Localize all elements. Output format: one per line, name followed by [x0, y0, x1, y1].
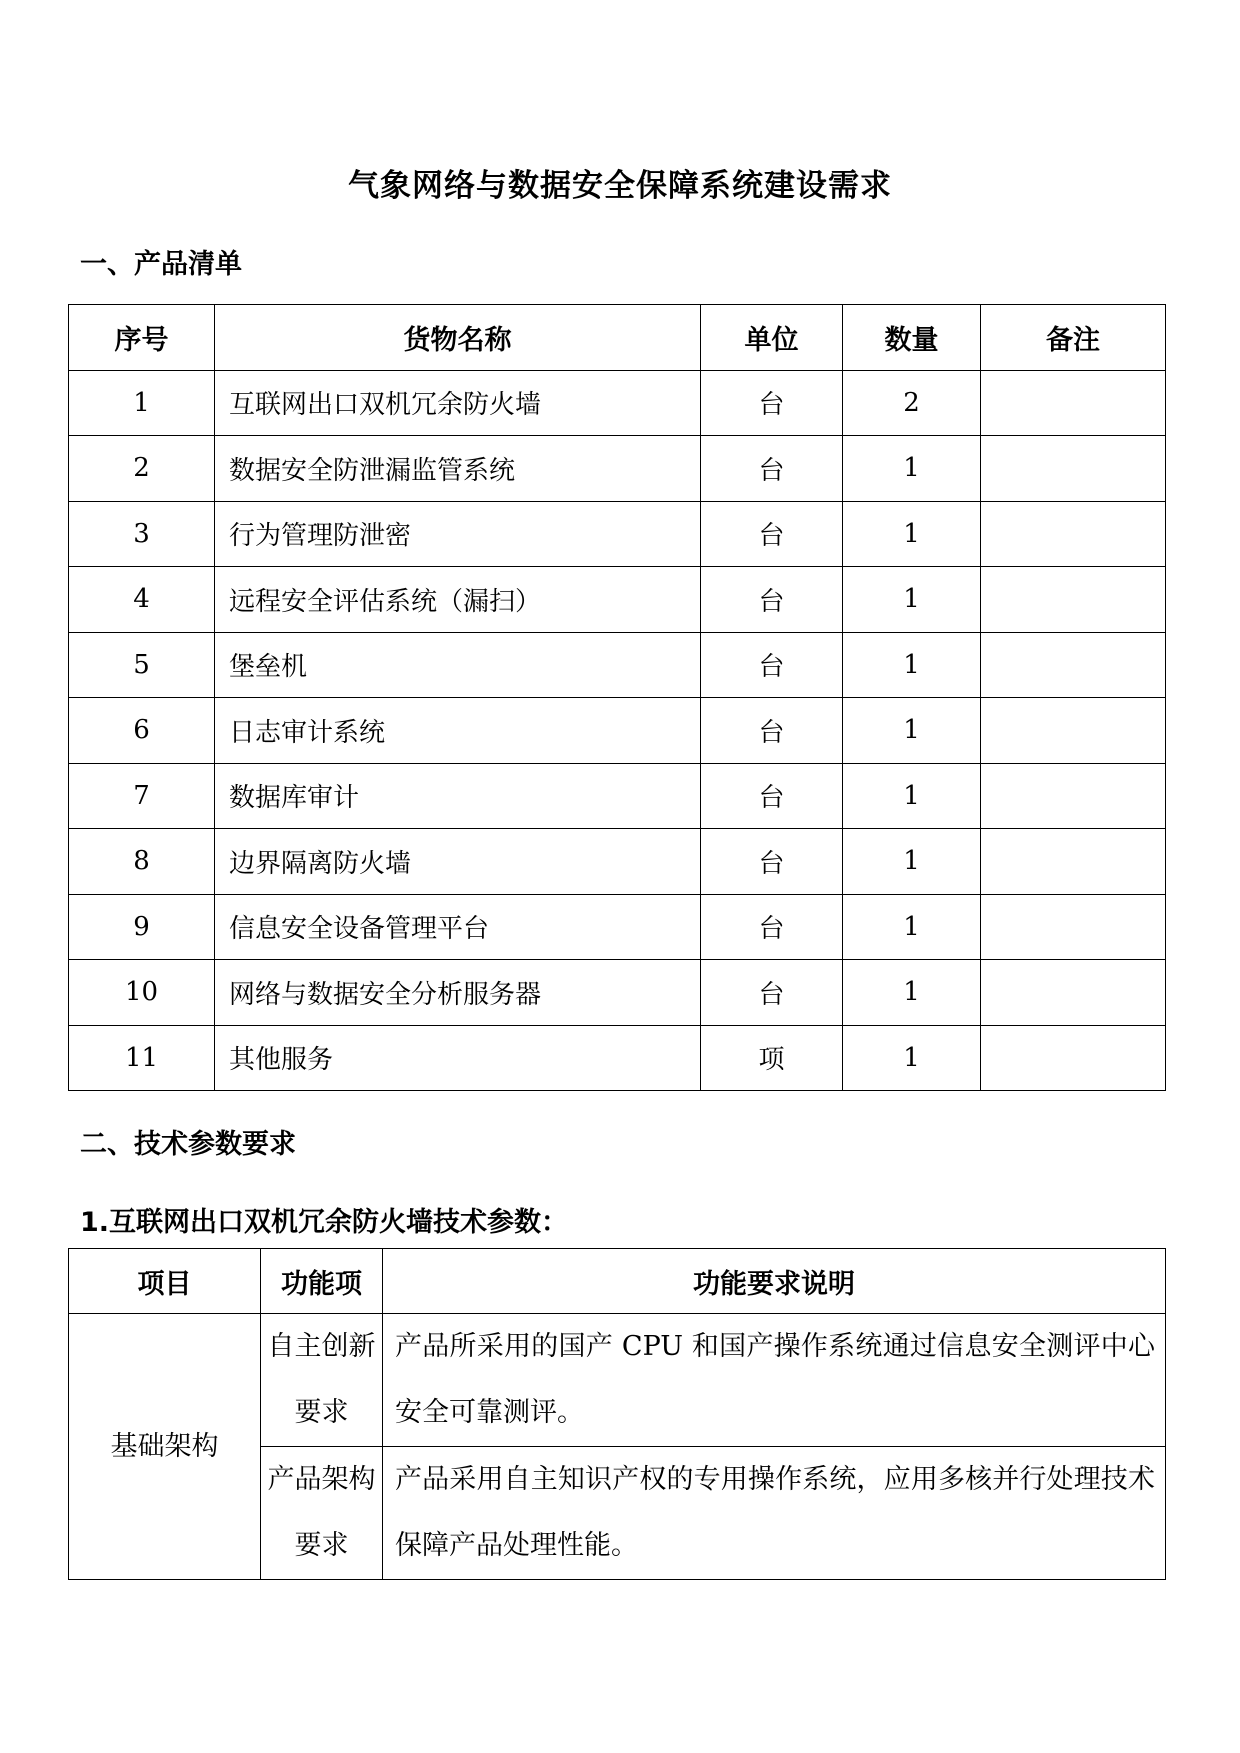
note-cell	[981, 763, 1166, 829]
serial-cell: 8	[69, 829, 215, 895]
serial-cell: 4	[69, 567, 215, 633]
description-cell: 产品采用自主知识产权的专用操作系统，应用多核并行处理技术保障产品处理性能。	[383, 1447, 1166, 1580]
unit-cell: 台	[701, 370, 843, 436]
table-row	[69, 632, 1166, 698]
column-header: 项目	[69, 1249, 261, 1314]
quantity-cell: 1	[843, 960, 981, 1026]
tech-param-table	[68, 1248, 1166, 1580]
table-row	[69, 1314, 1166, 1447]
serial-cell: 10	[69, 960, 215, 1026]
function-cell: 产品架构要求	[261, 1447, 383, 1580]
item-cell: 基础架构	[69, 1314, 261, 1580]
table-header-row	[69, 1249, 1166, 1314]
quantity-cell: 2	[843, 370, 981, 436]
item-name-cell: 日志审计系统	[215, 698, 701, 764]
note-cell	[981, 501, 1166, 567]
item-name-cell: 网络与数据安全分析服务器	[215, 960, 701, 1026]
section-heading-product-list: 一、产品清单	[80, 249, 242, 280]
table-row	[69, 501, 1166, 567]
serial-cell: 1	[69, 370, 215, 436]
quantity-cell: 1	[843, 894, 981, 960]
serial-cell: 5	[69, 632, 215, 698]
table-row	[69, 829, 1166, 895]
item-name-cell: 行为管理防泄密	[215, 501, 701, 567]
unit-cell: 台	[701, 894, 843, 960]
subsection-heading: 1.互联网出口双机冗余防火墙技术参数：	[80, 1207, 569, 1238]
column-header: 备注	[981, 305, 1166, 371]
unit-cell: 台	[701, 567, 843, 633]
unit-cell: 台	[701, 501, 843, 567]
quantity-cell: 1	[843, 632, 981, 698]
unit-cell: 台	[701, 632, 843, 698]
serial-cell: 6	[69, 698, 215, 764]
table-row	[69, 894, 1166, 960]
note-cell	[981, 1025, 1166, 1091]
table-row	[69, 370, 1166, 436]
item-name-cell: 远程安全评估系统（漏扫）	[215, 567, 701, 633]
table-row	[69, 567, 1166, 633]
table-row	[69, 960, 1166, 1026]
note-cell	[981, 829, 1166, 895]
item-name-cell: 边界隔离防火墙	[215, 829, 701, 895]
item-name-cell: 互联网出口双机冗余防火墙	[215, 370, 701, 436]
table-row	[69, 436, 1166, 502]
note-cell	[981, 960, 1166, 1026]
item-name-cell: 数据库审计	[215, 763, 701, 829]
serial-cell: 9	[69, 894, 215, 960]
item-name-cell: 其他服务	[215, 1025, 701, 1091]
quantity-cell: 1	[843, 436, 981, 502]
column-header: 序号	[69, 305, 215, 371]
note-cell	[981, 436, 1166, 502]
unit-cell: 台	[701, 436, 843, 502]
table-row	[69, 698, 1166, 764]
quantity-cell: 1	[843, 829, 981, 895]
table-header-row	[69, 305, 1166, 371]
unit-cell: 项	[701, 1025, 843, 1091]
quantity-cell: 1	[843, 1025, 981, 1091]
item-name-cell: 信息安全设备管理平台	[215, 894, 701, 960]
table-row	[69, 763, 1166, 829]
product-list-table	[68, 304, 1166, 1091]
note-cell	[981, 370, 1166, 436]
serial-cell: 7	[69, 763, 215, 829]
item-name-cell: 数据安全防泄漏监管系统	[215, 436, 701, 502]
quantity-cell: 1	[843, 698, 981, 764]
document-title: 气象网络与数据安全保障系统建设需求	[348, 168, 892, 204]
note-cell	[981, 567, 1166, 633]
note-cell	[981, 632, 1166, 698]
quantity-cell: 1	[843, 501, 981, 567]
serial-cell: 3	[69, 501, 215, 567]
function-cell: 自主创新要求	[261, 1314, 383, 1447]
section-heading-tech-params: 二、技术参数要求	[80, 1129, 296, 1160]
note-cell	[981, 894, 1166, 960]
description-cell: 产品所采用的国产 CPU 和国产操作系统通过信息安全测评中心安全可靠测评。	[383, 1314, 1166, 1447]
quantity-cell: 1	[843, 567, 981, 633]
note-cell	[981, 698, 1166, 764]
quantity-cell: 1	[843, 763, 981, 829]
column-header: 功能要求说明	[383, 1249, 1166, 1314]
table-row	[69, 1025, 1166, 1091]
unit-cell: 台	[701, 829, 843, 895]
unit-cell: 台	[701, 698, 843, 764]
column-header: 数量	[843, 305, 981, 371]
unit-cell: 台	[701, 763, 843, 829]
column-header: 单位	[701, 305, 843, 371]
column-header: 货物名称	[215, 305, 701, 371]
column-header: 功能项	[261, 1249, 383, 1314]
item-name-cell: 堡垒机	[215, 632, 701, 698]
serial-cell: 11	[69, 1025, 215, 1091]
serial-cell: 2	[69, 436, 215, 502]
unit-cell: 台	[701, 960, 843, 1026]
